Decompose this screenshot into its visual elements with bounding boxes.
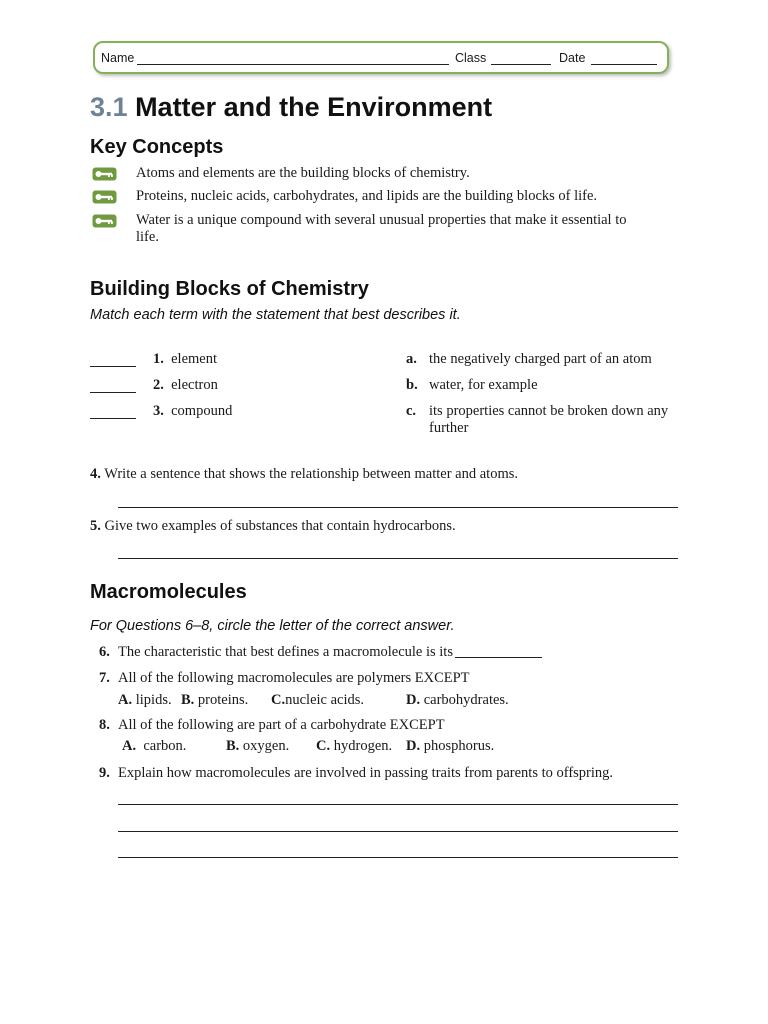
date-label: Date — [559, 51, 586, 65]
statement-b: water, for example — [429, 377, 538, 393]
question-7-number: 7. — [99, 670, 110, 686]
term-1: 1. element — [153, 351, 218, 367]
key-concepts-heading: Key Concepts — [90, 136, 224, 158]
statement-c: its properties cannot be broken down any further — [429, 403, 669, 436]
section-number: 3.1 — [90, 92, 128, 122]
matching-instruction: Match each term with the statement that best describes it. — [90, 307, 461, 323]
key-icon — [92, 167, 117, 181]
question-6-number: 6. — [99, 644, 110, 660]
section-title: Matter and the Environment — [135, 92, 493, 122]
question-8-option-b[interactable]: B. oxygen. — [226, 738, 290, 754]
question-7-option-a[interactable]: A. lipids. — [118, 692, 172, 708]
answer-line-5[interactable] — [118, 558, 678, 559]
answer-line-9a[interactable] — [118, 804, 678, 805]
name-field[interactable] — [137, 64, 449, 65]
multiple-choice-instruction: For Questions 6–8, circle the letter of the correct answer. — [90, 618, 455, 634]
statement-a: the negatively charged part of an atom — [429, 351, 652, 367]
question-7-option-c[interactable]: C.nucleic acids. — [271, 692, 365, 708]
answer-line-9c[interactable] — [118, 857, 678, 858]
name-label: Name — [101, 51, 135, 65]
key-icon — [92, 214, 117, 228]
key-icon — [92, 190, 117, 204]
question-5: 5. Give two examples of substances that contain hydrocarbons. — [90, 518, 456, 534]
question-9-number: 9. — [99, 765, 110, 781]
answer-blank-3[interactable] — [90, 418, 136, 419]
question-8-number: 8. — [99, 717, 110, 733]
class-field[interactable] — [491, 64, 551, 65]
date-field[interactable] — [591, 64, 657, 65]
answer-blank-2[interactable] — [90, 392, 136, 393]
question-7-option-d[interactable]: D. carbohydrates. — [406, 692, 509, 708]
question-6-text: The characteristic that best defines a macromolecule is its — [118, 644, 453, 660]
answer-blank-1[interactable] — [90, 366, 136, 367]
statement-letter-b: b. — [406, 377, 418, 393]
name-class-date-bar — [93, 41, 669, 74]
key-concept-text: Water is a unique compound with several unusual properties that make it essential to life. — [136, 212, 627, 245]
answer-line-9b[interactable] — [118, 831, 678, 832]
question-8-text: All of the following are part of a carbohydrate EXCEPT — [118, 717, 445, 733]
page-title — [90, 92, 492, 123]
answer-line-4[interactable] — [118, 507, 678, 508]
statement-letter-c: c. — [406, 403, 417, 419]
question-8-option-d[interactable]: D. phosphorus. — [406, 738, 495, 754]
statement-letter-a: a. — [406, 351, 417, 367]
class-label: Class — [455, 51, 487, 65]
question-4: 4. Write a sentence that shows the relationship between matter and atoms. — [90, 466, 518, 482]
question-7-text: All of the following macromolecules are polymers EXCEPT — [118, 670, 470, 686]
question-7-option-b[interactable]: B. proteins. — [181, 692, 249, 708]
question-8-option-c[interactable]: C. hydrogen. — [316, 738, 393, 754]
question-9-text: Explain how macromolecules are involved in passing traits from parents to offspring. — [118, 765, 614, 781]
building-blocks-heading: Building Blocks of Chemistry — [90, 278, 369, 300]
key-concept-text: Proteins, nucleic acids, carbohydrates, and lipids are the building blocks of life. — [136, 188, 598, 204]
term-3: 3. compound — [153, 403, 233, 419]
macromolecules-heading: Macromolecules — [90, 581, 247, 603]
question-8-option-a[interactable]: A. carbon. — [122, 738, 187, 754]
term-2: 2. electron — [153, 377, 218, 393]
answer-blank-6[interactable] — [455, 657, 542, 658]
key-concept-text: Atoms and elements are the building blocks of chemistry. — [136, 165, 470, 181]
